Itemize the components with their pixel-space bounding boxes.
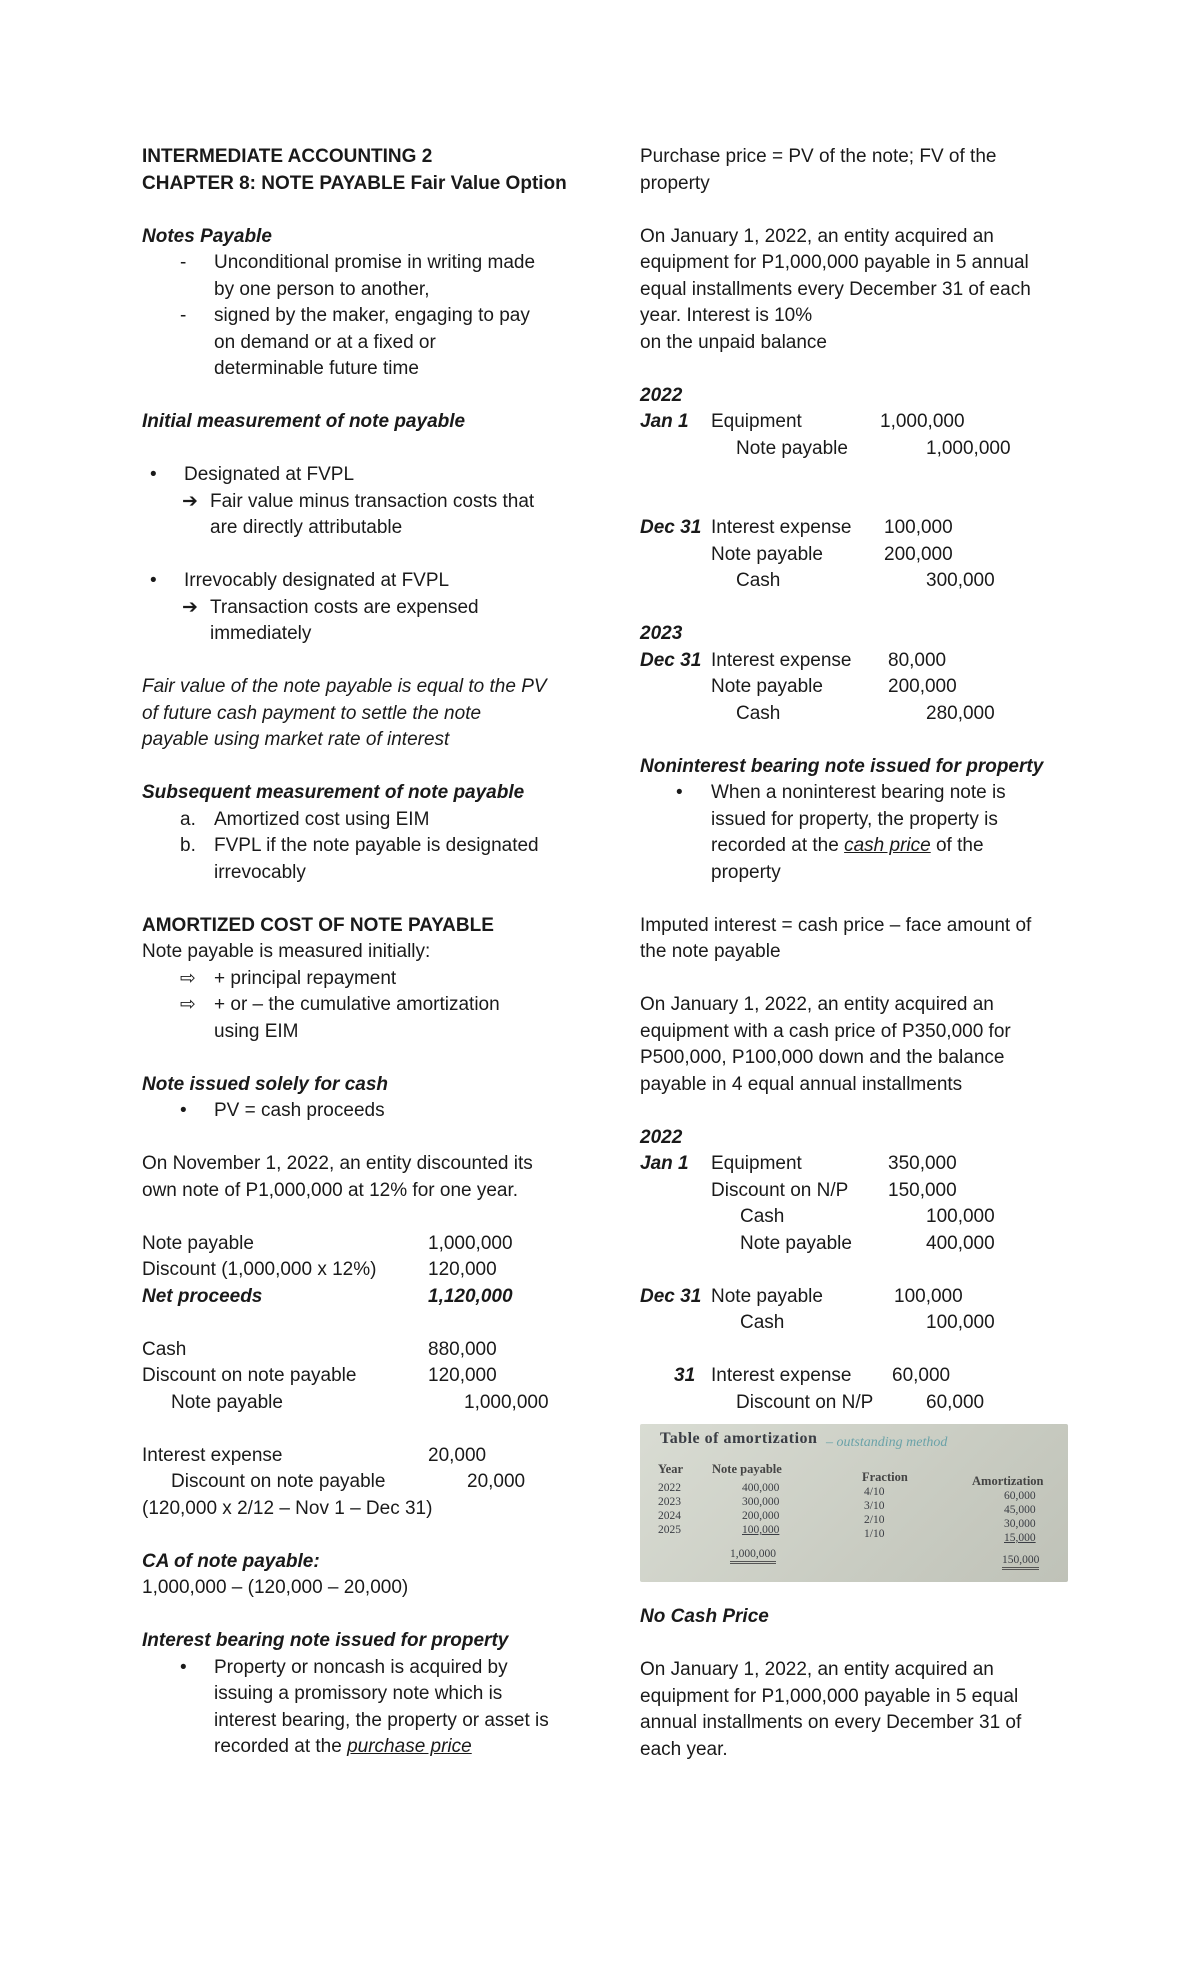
- irrevocable-note: Transaction costs are expensed: [210, 596, 479, 618]
- debit-amount: 60,000: [892, 1365, 951, 1386]
- fraction-cell: 2/10: [864, 1514, 885, 1526]
- list-text: issuing a promissory note which is: [214, 1683, 503, 1704]
- amortization-cell: 45,000: [1004, 1504, 1036, 1516]
- underlined-term: purchase price: [347, 1736, 472, 1757]
- journal-entry-line: [640, 1310, 1080, 1337]
- fair-value-paragraph: of future cash payment to settle the note: [142, 702, 482, 724]
- bullet-icon: •: [150, 464, 157, 485]
- list-text: When a noninterest bearing note is: [711, 782, 1006, 803]
- list-text: + principal repayment: [214, 967, 397, 989]
- year-label: 2023: [640, 623, 683, 644]
- date-label: Dec 31: [640, 517, 702, 538]
- account-name: Cash: [736, 570, 781, 591]
- debit-amount: 20,000: [428, 1444, 487, 1466]
- bullet-icon: •: [180, 1656, 187, 1678]
- account-name: Cash: [740, 1206, 785, 1227]
- handwritten-note: – outstanding method: [826, 1435, 948, 1450]
- notes-payable-heading: Notes Payable: [142, 225, 272, 247]
- debit-amount: 350,000: [888, 1153, 957, 1174]
- definition-line: by one person to another,: [214, 278, 430, 300]
- bullet-icon: •: [180, 1100, 187, 1121]
- fair-value-paragraph: payable using market rate of interest: [142, 729, 450, 750]
- account-name: Interest expense: [711, 1365, 852, 1386]
- account-name: Cash: [142, 1338, 187, 1360]
- debit-amount: 120,000: [428, 1365, 497, 1386]
- journal-entry-line: [142, 1469, 582, 1496]
- year-cell: 2022: [658, 1482, 681, 1494]
- fvpl-note: are directly attributable: [210, 517, 403, 538]
- dash-marker: -: [180, 305, 187, 326]
- example-paragraph: equipment for P1,000,000 payable in 5 annual: [640, 252, 1029, 273]
- year-cell: 2025: [658, 1524, 681, 1536]
- subsequent-measurement-heading: Subsequent measurement of note payable: [142, 782, 525, 803]
- list-item: [142, 595, 582, 648]
- list-text: [214, 1734, 549, 1761]
- row-label: Note payable: [142, 1232, 254, 1254]
- account-name: Discount on note payable: [142, 1365, 357, 1386]
- initial-measurement-heading: Initial measurement of note payable: [142, 411, 466, 432]
- credit-amount: 1,000,000: [464, 1391, 549, 1413]
- example-paragraph: payable in 4 equal annual installments: [640, 1073, 963, 1095]
- list-text: Amortized cost using EIM: [214, 808, 430, 830]
- debit-amount: 880,000: [428, 1338, 497, 1360]
- example-paragraph: equipment for P1,000,000 payable in 5 equal: [640, 1685, 1019, 1707]
- list-text: [711, 833, 1006, 860]
- column-header: Year: [658, 1462, 683, 1476]
- journal-entry-line: [640, 1204, 1080, 1231]
- account-name: Note payable: [711, 676, 823, 697]
- list-item: [142, 489, 582, 542]
- debit-amount: 100,000: [894, 1285, 963, 1307]
- row-label: Discount (1,000,000 x 12%): [142, 1259, 377, 1280]
- credit-amount: 400,000: [926, 1232, 995, 1254]
- account-name: Interest expense: [711, 517, 852, 538]
- year-label: 2022: [640, 384, 683, 406]
- definition-line: determinable future time: [214, 358, 419, 379]
- list-item: [640, 780, 1080, 886]
- underlined-term: cash price: [844, 835, 931, 856]
- note-payable-cell: 300,000: [742, 1496, 780, 1508]
- list-text: Property or noncash is acquired by: [214, 1656, 508, 1678]
- account-name: Cash: [740, 1312, 785, 1333]
- fair-value-paragraph: Fair value of the note payable is equal to the PV: [142, 676, 547, 697]
- fraction-cell: 4/10: [864, 1486, 885, 1498]
- fraction-cell: 1/10: [864, 1528, 885, 1540]
- bullet-icon: •: [150, 570, 157, 591]
- carrying-amount-heading: CA of note payable:: [142, 1550, 320, 1572]
- date-label: Jan 1: [640, 1153, 689, 1174]
- list-item: [142, 250, 582, 303]
- note-for-cash-heading: Note issued solely for cash: [142, 1073, 389, 1095]
- journal-entry-line: [142, 1363, 582, 1390]
- text-fragment: recorded at the: [711, 835, 845, 856]
- amortization-cell: 30,000: [1004, 1518, 1036, 1530]
- interest-bearing-heading: Interest bearing note issued for property: [142, 1630, 509, 1651]
- account-name: Equipment: [711, 411, 802, 432]
- credit-amount: 280,000: [926, 702, 995, 724]
- year-cell: 2023: [658, 1496, 681, 1508]
- arrow-right-icon: ➔: [182, 490, 198, 512]
- example-paragraph: On January 1, 2022, an entity acquired an: [640, 994, 994, 1015]
- table-title: Table of amortization: [660, 1430, 818, 1447]
- date-label: 31: [674, 1365, 696, 1386]
- example-paragraph: On November 1, 2022, an entity discounted its: [142, 1153, 533, 1174]
- journal-entry-line: [640, 674, 1080, 701]
- journal-entry-line: [640, 1284, 1080, 1311]
- course-title: INTERMEDIATE ACCOUNTING 2: [142, 146, 433, 167]
- imputed-interest-line: the note payable: [640, 941, 781, 962]
- right-column: [640, 144, 1080, 1763]
- fvpl-note: Fair value minus transaction costs that: [210, 490, 535, 512]
- row-amount: 1,000,000: [428, 1232, 513, 1254]
- journal-entry-line: [640, 1390, 1080, 1417]
- list-text: + or – the cumulative amortization: [214, 994, 500, 1015]
- credit-amount: 20,000: [467, 1471, 526, 1492]
- column-header: Fraction: [862, 1470, 908, 1484]
- left-column: [142, 144, 582, 1761]
- arrow-right-icon: ➔: [182, 596, 198, 618]
- year-cell: 2024: [658, 1510, 681, 1522]
- example-paragraph: on the unpaid balance: [640, 331, 827, 353]
- journal-entry-line: [640, 1231, 1080, 1258]
- list-marker: a.: [180, 808, 196, 830]
- date-label: Jan 1: [640, 411, 689, 432]
- definition-line: signed by the maker, engaging to pay: [214, 305, 530, 326]
- credit-amount: 100,000: [926, 1312, 995, 1333]
- column-header: Amortization: [972, 1474, 1044, 1488]
- example-paragraph: equal installments every December 31 of each: [640, 278, 1031, 300]
- journal-entry-line: [640, 515, 1080, 542]
- journal-entry-line: [142, 1337, 582, 1364]
- column-header: Note payable: [712, 1462, 782, 1476]
- note-payable-total: 1,000,000: [730, 1548, 776, 1564]
- journal-entry-line: [142, 1390, 582, 1417]
- imputed-interest-line: Imputed interest = cash price – face amount of: [640, 914, 1032, 936]
- account-name: Equipment: [711, 1153, 802, 1174]
- list-marker: b.: [180, 835, 196, 856]
- row-amount: 1,120,000: [428, 1285, 513, 1307]
- journal-entry-line: [640, 1178, 1080, 1205]
- hollow-arrow-icon: ⇨: [180, 967, 196, 989]
- no-cash-price-heading: No Cash Price: [640, 1606, 769, 1627]
- list-item: [142, 992, 582, 1045]
- table-row: [142, 1257, 582, 1284]
- irrevocable-label: Irrevocably designated at FVPL: [184, 570, 450, 591]
- account-name: Note payable: [736, 437, 848, 459]
- bullet-icon: •: [676, 782, 683, 803]
- journal-entry-line: [640, 1363, 1080, 1390]
- list-item: [142, 1098, 582, 1125]
- list-text: issued for property, the property is: [711, 808, 998, 830]
- purchase-price-line: property: [640, 172, 710, 194]
- debit-amount: 80,000: [888, 649, 947, 671]
- debit-amount: 1,000,000: [880, 411, 965, 432]
- debit-amount: 200,000: [888, 676, 957, 697]
- row-label: Net proceeds: [142, 1285, 263, 1307]
- journal-entry-line: [640, 648, 1080, 675]
- table-row: [142, 1284, 582, 1311]
- account-name: Note payable: [171, 1391, 283, 1413]
- note-payable-cell: 100,000: [742, 1524, 780, 1536]
- purchase-price-line: Purchase price = PV of the note; FV of the: [640, 146, 997, 167]
- computation-note: (120,000 x 2/12 – Nov 1 – Dec 31): [142, 1497, 433, 1519]
- date-label: Dec 31: [640, 649, 702, 671]
- credit-amount: 1,000,000: [926, 437, 1011, 459]
- amortization-cell: 15,000: [1004, 1532, 1036, 1544]
- list-item: [142, 1655, 582, 1761]
- list-item: [142, 807, 582, 834]
- list-text: FVPL if the note payable is designated: [214, 835, 539, 856]
- noninterest-bearing-heading: Noninterest bearing note issued for property: [640, 755, 1044, 777]
- carrying-amount-formula: 1,000,000 – (120,000 – 20,000): [142, 1577, 409, 1598]
- account-name: Discount on note payable: [171, 1471, 386, 1492]
- example-paragraph: own note of P1,000,000 at 12% for one year.: [142, 1179, 519, 1201]
- example-paragraph: annual installments on every December 31 of: [640, 1712, 1022, 1733]
- debit-amount: 200,000: [884, 543, 953, 565]
- hollow-arrow-icon: ⇨: [180, 994, 196, 1015]
- list-item: [142, 833, 582, 886]
- amortization-cell: 60,000: [1004, 1490, 1036, 1502]
- debit-amount: 150,000: [888, 1179, 957, 1201]
- list-text: property: [711, 861, 781, 883]
- journal-entry-line: [640, 409, 1080, 436]
- fraction-cell: 3/10: [864, 1500, 885, 1512]
- list-item: [142, 462, 582, 489]
- year-label: 2022: [640, 1126, 683, 1148]
- list-text: interest bearing, the property or asset is: [214, 1709, 549, 1731]
- account-name: Discount on N/P: [736, 1391, 874, 1413]
- date-label: Dec 31: [640, 1285, 702, 1307]
- note-payable-cell: 400,000: [742, 1482, 780, 1494]
- table-row: [142, 1231, 582, 1258]
- example-paragraph: each year.: [640, 1738, 728, 1760]
- debit-amount: 100,000: [884, 517, 953, 538]
- journal-entry-line: [142, 1443, 582, 1470]
- credit-amount: 300,000: [926, 570, 995, 591]
- account-name: Note payable: [740, 1232, 852, 1254]
- list-item: [142, 966, 582, 993]
- example-paragraph: On January 1, 2022, an entity acquired an: [640, 1659, 994, 1680]
- measured-initially-text: Note payable is measured initially:: [142, 941, 431, 962]
- journal-entry-line: [640, 701, 1080, 728]
- account-name: Cash: [736, 702, 781, 724]
- credit-amount: 100,000: [926, 1206, 995, 1227]
- definition-line: on demand or at a fixed or: [214, 331, 436, 353]
- amortization-total: 150,000: [1002, 1554, 1039, 1570]
- note-payable-cell: 200,000: [742, 1510, 780, 1522]
- account-name: Note payable: [711, 543, 823, 565]
- row-amount: 120,000: [428, 1259, 497, 1280]
- journal-entry-line: [640, 1151, 1080, 1178]
- example-paragraph: equipment with a cash price of P350,000 for: [640, 1020, 1011, 1042]
- list-item: [142, 303, 582, 383]
- list-text: using EIM: [214, 1020, 299, 1042]
- amortization-table-photo: [640, 1424, 1068, 1582]
- text-fragment: recorded at the: [214, 1736, 348, 1757]
- chapter-title: CHAPTER 8: NOTE PAYABLE Fair Value Option: [142, 172, 567, 194]
- list-item: [142, 568, 582, 595]
- journal-entry-line: [640, 568, 1080, 595]
- definition-line: Unconditional promise in writing made: [214, 252, 536, 273]
- account-name: Interest expense: [142, 1444, 283, 1466]
- account-name: Note payable: [711, 1285, 823, 1307]
- example-paragraph: year. Interest is 10%: [640, 305, 813, 326]
- journal-entry-line: [640, 436, 1080, 463]
- example-paragraph: P500,000, P100,000 down and the balance: [640, 1047, 1005, 1068]
- account-name: Interest expense: [711, 649, 852, 671]
- list-text: PV = cash proceeds: [214, 1100, 385, 1121]
- example-paragraph: On January 1, 2022, an entity acquired an: [640, 225, 994, 247]
- journal-entry-line: [640, 542, 1080, 569]
- text-fragment: of the: [930, 835, 984, 856]
- account-name: Discount on N/P: [711, 1179, 849, 1201]
- credit-amount: 60,000: [926, 1391, 985, 1413]
- list-text: irrevocably: [214, 861, 306, 883]
- irrevocable-note: immediately: [210, 623, 312, 644]
- amortized-cost-heading: AMORTIZED COST OF NOTE PAYABLE: [142, 914, 494, 936]
- fvpl-label: Designated at FVPL: [184, 464, 355, 485]
- dash-marker: -: [180, 252, 187, 273]
